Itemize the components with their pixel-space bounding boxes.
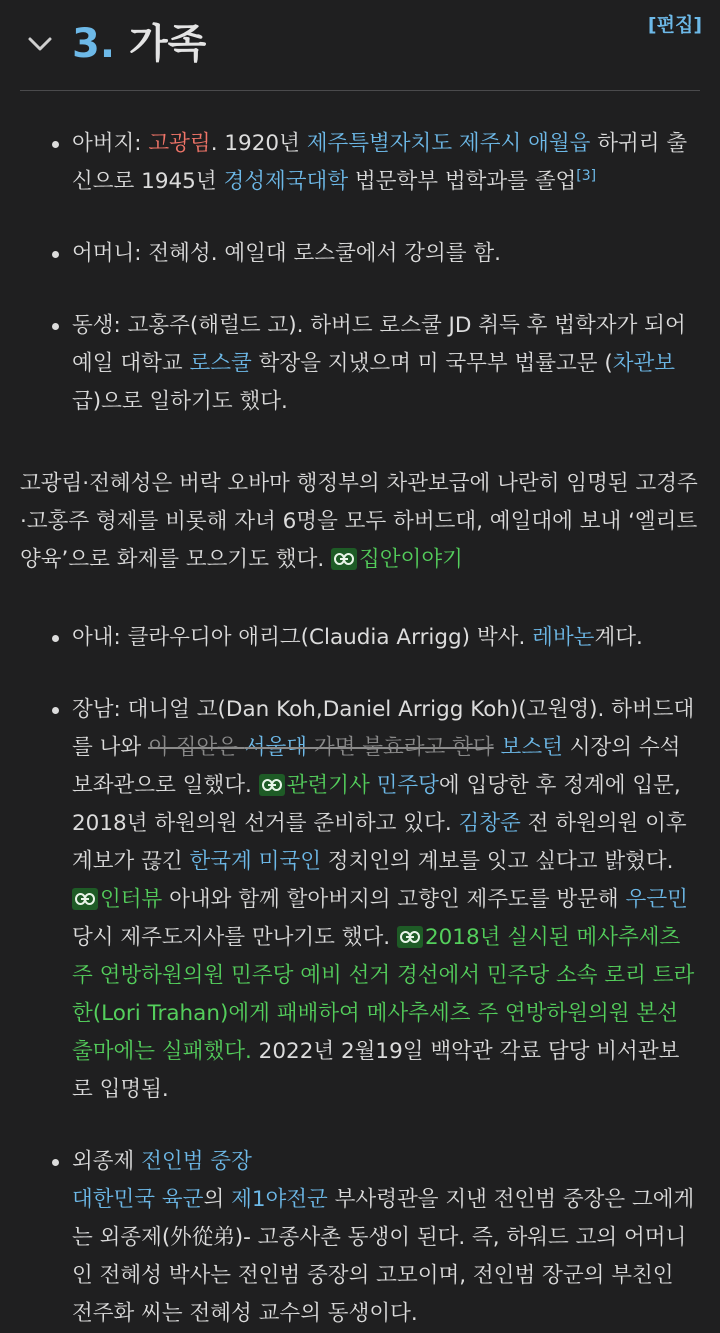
text: 부사령관을 지낸 전인범 중장은 그에게는 외종제(外從弟)- 고종사촌 동생이 된다. 즉, 하워드 고의 어머니인 전혜성 박사는 전인범 중장의 고모이며, 전인범 장군의 부친인 전주화 씨는 전혜성 교수의 동생이다.: [72, 1187, 695, 1326]
text: [494, 735, 501, 760]
section-title: [72, 14, 206, 74]
text: 급)으로 일하기도 했다.: [72, 389, 288, 414]
link-jeon-inbum[interactable]: 전인범 중장: [141, 1149, 252, 1174]
text: 외종제: [72, 1149, 142, 1174]
link-icon: [331, 548, 357, 570]
section-number[interactable]: 3.: [72, 21, 116, 67]
link-first-army[interactable]: 제1야전군: [231, 1187, 328, 1212]
external-link-interview[interactable]: 인터뷰: [100, 887, 163, 912]
link-seoul-univ[interactable]: 서울대: [244, 735, 308, 760]
link-woo-keunmin[interactable]: 우근민: [625, 887, 688, 912]
external-link-election[interactable]: 2018년 실시된 메사추세츠 주 연방하원의원 민주당 예비 선거 경선에서 민주당 소속 로리 트라한(Lori Trahan)에게 패배하여 메사추세츠 주 연방하원의원 본선 출마에는 실패했다.: [72, 925, 695, 1064]
link-kim-changjun[interactable]: 김창준: [458, 811, 521, 836]
text: 법문학부 법학과를 졸업: [348, 169, 577, 194]
external-link-family-story[interactable]: 집안이야기: [359, 547, 463, 572]
link-rok-army[interactable]: 대한민국 육군: [72, 1187, 204, 1212]
footnote-ref[interactable]: [3]: [576, 167, 597, 184]
link-lebanon[interactable]: 레바논: [532, 625, 595, 650]
list-item-brother: [20, 307, 700, 421]
list-item-mother: [20, 235, 700, 273]
text: 계다.: [594, 625, 643, 650]
link-icon: [72, 888, 98, 910]
text: 의: [203, 1187, 232, 1212]
link-university[interactable]: 경성제국대학: [223, 169, 349, 194]
text: 아내와 함께 할아버지의 고향인 제주도를 방문해: [162, 887, 626, 912]
link-law-school[interactable]: 로스쿨: [189, 351, 252, 376]
link-assistant-secretary[interactable]: 차관보: [612, 351, 676, 376]
text: 학장을 지냈으며 미 국무부 법률고문 (: [251, 351, 613, 376]
text: 아버지:: [72, 131, 149, 156]
list-item-father: [20, 125, 700, 201]
strikethrough-text: [148, 735, 494, 760]
section-content: [0, 125, 720, 1333]
link-boston[interactable]: 보스턴: [500, 735, 563, 760]
text: 2022년 2월19일 백악관 각료 담당 비서관보로 입명됨.: [72, 1039, 680, 1102]
text: 장남: 대니얼 고(Dan Koh,Daniel Arrigg Koh)(고원영). 하버드대를 나와: [72, 697, 695, 760]
text: 어머니: 전혜성. 예일대 로스쿨에서 강의를 함.: [72, 241, 501, 266]
link-democratic-party[interactable]: 민주당: [376, 773, 439, 798]
paragraph: [20, 465, 700, 579]
link-icon: [397, 926, 423, 948]
text: 하귀리 출신으로 1945년: [72, 131, 688, 194]
text: 고광림·전혜성은 버락 오바마 행정부의 차관보급에 나란히 임명된 고경주·고홍주 형제를 비롯해 자녀 6명을 모두 하버드대, 예일대에 보내 ‘엘리트 양육’으로 화제를 모으기도 했다.: [20, 471, 698, 572]
link-icon: [259, 774, 285, 796]
family-list-2: [20, 619, 700, 1333]
text: 동생: 고홍주(해럴드 고). 하버드 로스쿨 JD 취득 후 법학자가 되어 예일 대학교: [72, 313, 686, 376]
list-item-son: [20, 691, 700, 1109]
text: 가면 불효라고 한다: [307, 735, 494, 760]
family-list: [20, 125, 700, 421]
edit-link[interactable]: [편집]: [647, 14, 702, 36]
list-item-cousin: [20, 1143, 700, 1333]
link-korean-american[interactable]: 한국계 미국인: [189, 849, 321, 874]
list-item-wife: [20, 619, 700, 657]
link-father-name[interactable]: 고광림: [148, 131, 211, 156]
text: [370, 773, 377, 798]
text: 당시 제주도지사를 만나기도 했다.: [72, 925, 397, 950]
section-title-text: 가족: [128, 21, 207, 67]
section-header: [20, 0, 700, 91]
external-link-article[interactable]: 관련기사: [286, 773, 370, 798]
text: 에 입당한 후 정계에 입문, 2018년 하원의원 선거를 준비하고 있다.: [72, 773, 681, 836]
chevron-down-icon[interactable]: [26, 30, 54, 58]
text: . 1920년: [210, 131, 307, 156]
text: 시장의 수석보좌관으로 일했다.: [72, 735, 681, 798]
link-region[interactable]: 제주특별자치도 제주시 애월읍: [306, 131, 591, 156]
text: 이 집안은: [147, 735, 245, 760]
text: 아내: 클라우디아 애리그(Claudia Arrigg) 박사.: [72, 625, 533, 650]
text: 정치인의 계보를 잇고 싶다고 밝혔다.: [320, 849, 674, 874]
text: 전 하원의원 이후 계보가 끊긴: [72, 811, 687, 874]
